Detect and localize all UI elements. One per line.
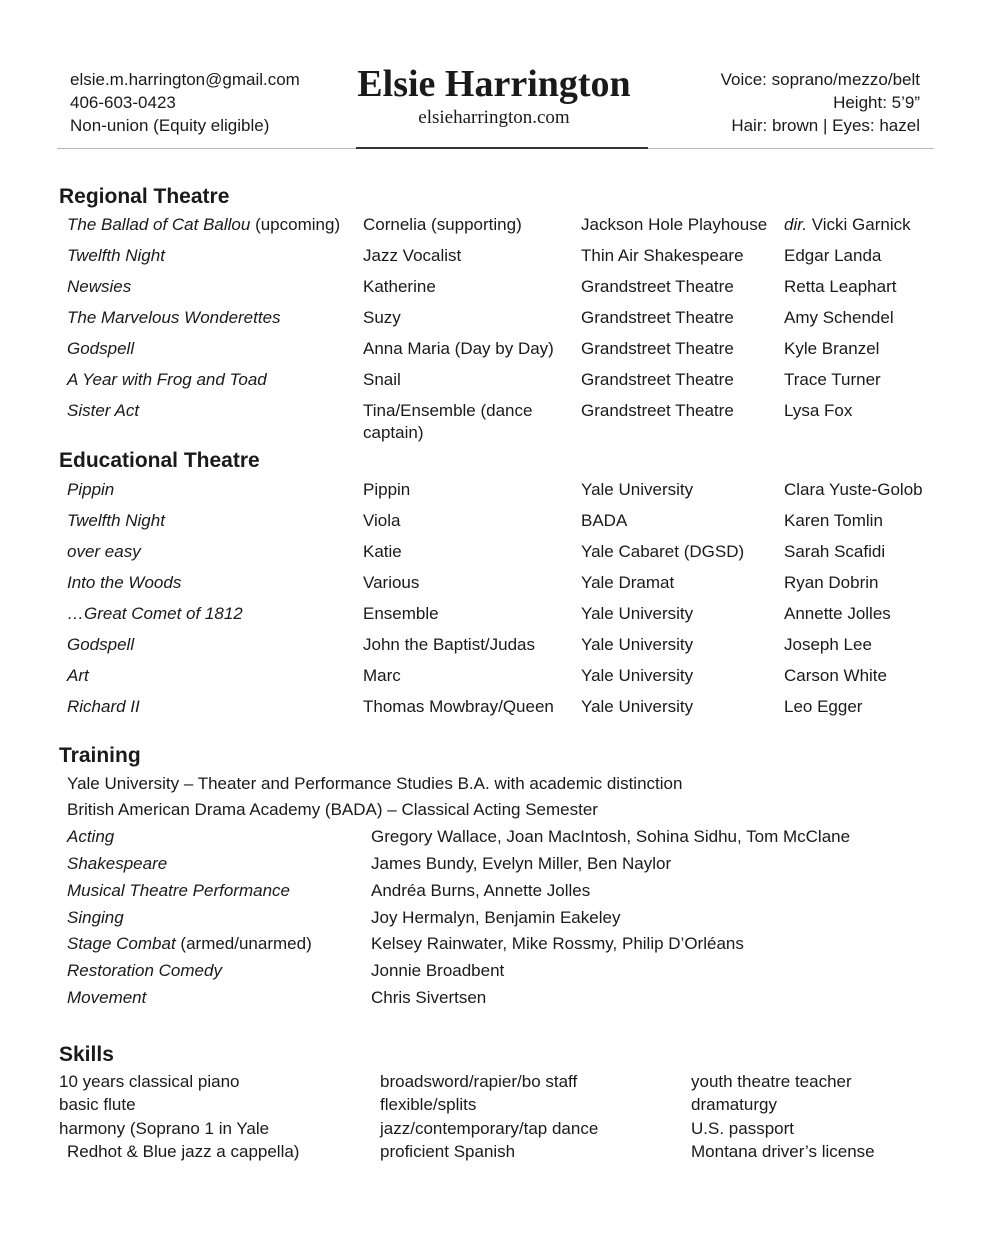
role: John the Baptist/Judas xyxy=(363,635,536,654)
regional-credits xyxy=(0,214,988,445)
show-title: Twelfth Night xyxy=(67,246,165,265)
role: Viola xyxy=(363,511,401,530)
director: Sarah Scafidi xyxy=(784,542,886,561)
show-title: Sister Act xyxy=(67,401,140,420)
role: Suzy xyxy=(363,308,401,327)
role: Marc xyxy=(363,666,401,685)
skill-item: dramaturgy xyxy=(691,1095,777,1115)
credit-row xyxy=(0,603,988,634)
credit-row xyxy=(0,696,988,727)
credit-row xyxy=(0,572,988,603)
training-category: Restoration Comedy xyxy=(67,961,222,980)
training-teachers: Gregory Wallace, Joan MacIntosh, Sohina Sidhu, Tom McClane xyxy=(371,827,851,846)
section-title-educational: Educational Theatre xyxy=(59,449,260,472)
credit-row xyxy=(0,634,988,665)
performer-name: Elsie Harrington xyxy=(357,63,631,105)
show-title: Godspell xyxy=(67,635,135,654)
educational-credits xyxy=(0,479,988,727)
venue: BADA xyxy=(581,511,628,530)
show-title: Twelfth Night xyxy=(67,511,165,530)
credit-row xyxy=(0,276,988,307)
role: Various xyxy=(363,573,420,592)
skill-item: youth theatre teacher xyxy=(691,1072,852,1091)
skill-item: harmony (Soprano 1 in Yale xyxy=(59,1118,270,1138)
training-degree: British American Drama Academy (BADA) – Classical Acting Semester xyxy=(67,800,598,819)
training-category xyxy=(67,933,312,955)
venue: Yale Cabaret (DGSD) xyxy=(581,542,745,561)
height: Height: 5’9” xyxy=(833,93,920,112)
venue: Yale University xyxy=(581,480,694,499)
training-degree: Yale University – Theater and Performance Studies B.A. with academic distinction xyxy=(67,774,683,793)
show-title: …Great Comet of 1812 xyxy=(67,604,243,623)
director: Karen Tomlin xyxy=(784,511,883,530)
credit-row xyxy=(0,214,988,245)
skill-item: jazz/contemporary/tap dance xyxy=(380,1118,599,1138)
section-title-skills: Skills xyxy=(59,1043,114,1066)
training-category: Movement xyxy=(67,988,147,1007)
venue: Grandstreet Theatre xyxy=(581,277,734,296)
training-teachers: James Bundy, Evelyn Miller, Ben Naylor xyxy=(371,854,672,873)
credit-row xyxy=(0,541,988,572)
training-category-label: Stage Combat xyxy=(67,934,176,953)
director: Leo Egger xyxy=(784,697,863,716)
venue: Thin Air Shakespeare xyxy=(581,246,744,265)
training-category: Acting xyxy=(67,827,115,846)
show-title-text: The Ballad of Cat Ballou xyxy=(67,215,251,234)
hair-eyes: Hair: brown | Eyes: hazel xyxy=(731,116,920,135)
director: Edgar Landa xyxy=(784,246,882,265)
show-title: Pippin xyxy=(67,480,115,499)
role: Pippin xyxy=(363,480,411,499)
skill-item: 10 years classical piano xyxy=(59,1072,240,1091)
training-category: Singing xyxy=(67,908,124,927)
physical-attributes xyxy=(721,68,920,137)
venue: Yale University xyxy=(581,666,694,685)
skill-item: basic flute xyxy=(59,1095,136,1115)
training-teachers: Joy Hermalyn, Benjamin Eakeley xyxy=(371,908,621,927)
show-title: over easy xyxy=(67,542,141,561)
voice-type: Voice: soprano/mezzo/belt xyxy=(720,70,920,89)
role: Katherine xyxy=(363,277,436,296)
credit-row xyxy=(0,369,988,400)
training-teachers: Jonnie Broadbent xyxy=(371,961,505,980)
skill-item: proficient Spanish xyxy=(380,1141,516,1161)
credit-row xyxy=(0,245,988,276)
credit-row xyxy=(0,400,988,445)
contact-info xyxy=(70,68,300,137)
credit-row xyxy=(0,665,988,696)
director: Joseph Lee xyxy=(784,635,872,654)
training-teachers: Kelsey Rainwater, Mike Rossmy, Philip D’Orléans xyxy=(371,934,744,953)
skills-column-2 xyxy=(380,1070,598,1163)
director: Amy Schendel xyxy=(784,308,894,327)
website: elsieharrington.com xyxy=(418,107,570,128)
director: Trace Turner xyxy=(784,370,881,389)
venue: Grandstreet Theatre xyxy=(581,308,734,327)
credit-row xyxy=(0,307,988,338)
role: Snail xyxy=(363,370,401,389)
skill-item: U.S. passport xyxy=(691,1118,794,1138)
skill-item: Montana driver’s license xyxy=(691,1141,875,1161)
skills-column-3 xyxy=(691,1070,875,1163)
show-title: Newsies xyxy=(67,277,132,296)
venue: Yale University xyxy=(581,697,694,716)
venue: Grandstreet Theatre xyxy=(581,370,734,389)
venue: Grandstreet Theatre xyxy=(581,401,734,420)
name-block xyxy=(324,62,664,130)
union-status: Non-union (Equity eligible) xyxy=(70,116,270,135)
show-title: A Year with Frog and Toad xyxy=(67,370,267,389)
skill-item: Redhot & Blue jazz a cappella) xyxy=(67,1141,300,1161)
show-title: The Marvelous Wonderettes xyxy=(67,308,281,327)
venue: Yale University xyxy=(581,604,694,623)
email: elsie.m.harrington@gmail.com xyxy=(70,70,300,89)
role: Jazz Vocalist xyxy=(363,246,462,265)
director-prefix: dir. xyxy=(784,215,807,234)
show-title: Godspell xyxy=(67,339,135,358)
role: Thomas Mowbray/Queen xyxy=(363,697,554,716)
training-category: Musical Theatre Performance xyxy=(67,881,290,900)
show-note: (upcoming) xyxy=(250,215,341,234)
show-title: Into the Woods xyxy=(67,573,182,592)
director xyxy=(784,214,984,236)
director: Annette Jolles xyxy=(784,604,891,623)
training-teachers: Andréa Burns, Annette Jolles xyxy=(371,881,591,900)
role: Anna Maria (Day by Day) xyxy=(363,339,554,358)
header-divider-accent xyxy=(356,147,648,149)
phone: 406-603-0423 xyxy=(70,93,176,112)
skill-item: flexible/splits xyxy=(380,1095,477,1115)
role: Katie xyxy=(363,542,402,561)
credit-row xyxy=(0,510,988,541)
section-title-training: Training xyxy=(59,744,141,767)
show-title: Richard II xyxy=(67,697,140,716)
role: Cornelia (supporting) xyxy=(363,215,522,234)
director: Retta Leaphart xyxy=(784,277,897,296)
director: Kyle Branzel xyxy=(784,339,880,358)
credit-row xyxy=(0,338,988,369)
training-category: Shakespeare xyxy=(67,854,168,873)
director: Carson White xyxy=(784,666,887,685)
skills-column-1 xyxy=(59,1070,299,1163)
venue: Yale Dramat xyxy=(581,573,675,592)
director: Lysa Fox xyxy=(784,401,853,420)
role: Tina/Ensemble (dance captain) xyxy=(363,401,533,442)
role: Ensemble xyxy=(363,604,439,623)
training-category-note: (armed/unarmed) xyxy=(175,934,312,953)
training-teachers: Chris Sivertsen xyxy=(371,988,487,1007)
show-title: Art xyxy=(67,666,89,685)
section-title-regional: Regional Theatre xyxy=(59,185,230,208)
skill-item: broadsword/rapier/bo staff xyxy=(380,1072,578,1091)
director-name: Vicki Garnick xyxy=(807,215,911,234)
director: Clara Yuste-Golob xyxy=(784,480,923,499)
show-title xyxy=(67,214,357,236)
venue: Grandstreet Theatre xyxy=(581,339,734,358)
venue: Yale University xyxy=(581,635,694,654)
director: Ryan Dobrin xyxy=(784,573,879,592)
venue: Jackson Hole Playhouse xyxy=(581,215,768,234)
credit-row xyxy=(0,479,988,510)
